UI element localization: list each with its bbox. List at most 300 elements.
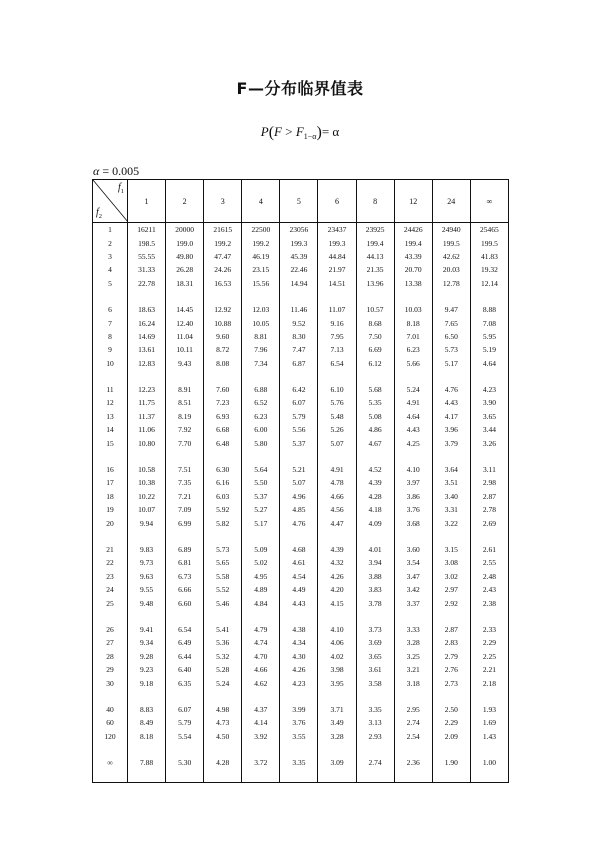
table-cell: 2.97 [432, 583, 470, 596]
row-label-f2: 19 [106, 505, 114, 515]
table-row [93, 410, 509, 423]
spacer-cell [318, 370, 356, 383]
table-cell: 14.69 [128, 330, 166, 343]
row-label-f2: 13 [106, 411, 114, 421]
table-cell: 44.84 [318, 250, 356, 263]
table-cell: 3.65 [356, 650, 394, 663]
table-cell: 18.63 [128, 303, 166, 316]
table-cell: 5.79 [166, 716, 204, 729]
table-cell: 6.44 [166, 650, 204, 663]
row-label-f2: 3 [108, 251, 112, 261]
table-row [93, 236, 509, 249]
table-cell: 8.51 [166, 396, 204, 409]
table-cell: 5.76 [318, 396, 356, 409]
table-cell: 199.2 [204, 236, 242, 249]
table-cell: 12.92 [204, 303, 242, 316]
spacer-cell [432, 450, 470, 463]
spacer-cell [356, 290, 394, 303]
table-cell: 6.23 [242, 410, 280, 423]
table-cell: 4.68 [280, 543, 318, 556]
table-cell: 2.21 [470, 663, 508, 676]
table-cell: 3.83 [356, 583, 394, 596]
table-cell: 5.36 [204, 636, 242, 649]
table-cell: 5.02 [242, 556, 280, 569]
table-cell: 3.22 [432, 516, 470, 529]
table-cell: 4.64 [470, 357, 508, 370]
table-cell: 7.88 [128, 756, 166, 769]
spacer-cell [166, 690, 204, 703]
table-cell: 5.56 [280, 423, 318, 436]
table-cell: 3.61 [356, 663, 394, 676]
table-cell: 2.83 [432, 636, 470, 649]
table-cell: 4.91 [394, 396, 432, 409]
column-header: 5 [280, 180, 318, 223]
table-cell: 4.85 [280, 503, 318, 516]
spacer-cell [356, 450, 394, 463]
row-label-f2: 6 [108, 305, 112, 315]
formula-p: P [260, 124, 269, 139]
table-cell: 4.01 [356, 543, 394, 556]
table-cell: 6.49 [166, 636, 204, 649]
spacer-cell [128, 530, 166, 543]
spacer-cell [204, 450, 242, 463]
table-cell: 4.10 [394, 463, 432, 476]
table-cell: 5.64 [242, 463, 280, 476]
table-cell: 4.66 [318, 490, 356, 503]
table-cell: 3.28 [318, 730, 356, 743]
table-cell: 7.96 [242, 343, 280, 356]
table-cell: 9.23 [128, 663, 166, 676]
table-cell: 7.13 [318, 343, 356, 356]
table-cell: 6.35 [166, 676, 204, 689]
row-label-f2: 2 [108, 238, 112, 248]
table-cell: 3.65 [470, 410, 508, 423]
table-cell: 24426 [394, 223, 432, 237]
table-cell: 2.25 [470, 650, 508, 663]
formula-equals-alpha: = α [321, 124, 340, 139]
table-cell: 4.50 [204, 730, 242, 743]
table-cell: 4.18 [356, 503, 394, 516]
table-cell: 199.2 [242, 236, 280, 249]
table-cell: 3.42 [394, 583, 432, 596]
spacer-cell [93, 530, 128, 543]
table-cell: 2.48 [470, 570, 508, 583]
spacer-cell [242, 370, 280, 383]
table-cell: 3.09 [318, 756, 356, 769]
table-cell: 5.95 [470, 330, 508, 343]
table-cell: 5.46 [204, 596, 242, 609]
table-cell: 3.68 [394, 516, 432, 529]
table-cell: 4.30 [280, 650, 318, 663]
spacer-cell [128, 610, 166, 623]
table-cell: 4.79 [242, 623, 280, 636]
spacer-cell [356, 690, 394, 703]
table-cell: 3.33 [394, 623, 432, 636]
table-cell: 6.52 [242, 396, 280, 409]
column-header: 1 [128, 180, 166, 223]
table-cell: 5.54 [166, 730, 204, 743]
table-cell: 3.13 [356, 716, 394, 729]
table-cell: 3.15 [432, 543, 470, 556]
table-cell: 5.19 [470, 343, 508, 356]
table-cell: 1.00 [470, 756, 508, 769]
table-cell: 8.49 [128, 716, 166, 729]
table-cell: 7.60 [204, 383, 242, 396]
spacer-cell [356, 370, 394, 383]
spacer-cell [280, 743, 318, 756]
table-cell: 5.09 [242, 543, 280, 556]
table-cell: 5.35 [356, 396, 394, 409]
spacer-cell [394, 530, 432, 543]
table-cell: 2.92 [432, 596, 470, 609]
table-cell: 14.94 [280, 277, 318, 290]
table-cell: 12.14 [470, 277, 508, 290]
table-row [93, 650, 509, 663]
spacer-cell [318, 290, 356, 303]
table-cell: 4.89 [242, 583, 280, 596]
spacer-cell [280, 610, 318, 623]
table-cell: 10.22 [128, 490, 166, 503]
spacer-cell [166, 450, 204, 463]
alpha-label [93, 164, 139, 179]
table-cell: 4.70 [242, 650, 280, 663]
table-cell: 6.66 [166, 583, 204, 596]
table-cell: 2.61 [470, 543, 508, 556]
table-cell: 9.94 [128, 516, 166, 529]
spacer-cell [318, 610, 356, 623]
table-cell: 2.76 [432, 663, 470, 676]
spacer-cell [432, 370, 470, 383]
table-cell: 5.17 [432, 357, 470, 370]
table-cell: 9.63 [128, 570, 166, 583]
row-label-f2: 40 [106, 704, 114, 714]
row-label-f2: 27 [106, 638, 114, 648]
table-cell: 2.79 [432, 650, 470, 663]
table-cell: 10.57 [356, 303, 394, 316]
table-row [93, 756, 509, 769]
table-cell: 4.52 [356, 463, 394, 476]
header-corner [93, 180, 128, 223]
table-cell: 22.46 [280, 263, 318, 276]
row-spacer [93, 610, 509, 623]
table-cell: 43.39 [394, 250, 432, 263]
table-cell: 7.51 [166, 463, 204, 476]
table-cell: 5.07 [280, 476, 318, 489]
formula-f: F [274, 124, 282, 139]
f-distribution-table [92, 179, 509, 783]
table-cell: 8.18 [128, 730, 166, 743]
table-cell: 9.48 [128, 596, 166, 609]
table-cell: 21615 [204, 223, 242, 237]
table-cell: 5.65 [204, 556, 242, 569]
table-cell: 6.50 [432, 330, 470, 343]
table-cell: 19.32 [470, 263, 508, 276]
table-cell: 4.91 [318, 463, 356, 476]
table-cell: 3.51 [432, 476, 470, 489]
table-cell: 8.91 [166, 383, 204, 396]
table-cell: 3.28 [394, 636, 432, 649]
table-cell: 2.95 [394, 703, 432, 716]
table-cell: 2.18 [470, 676, 508, 689]
table-cell: 7.47 [280, 343, 318, 356]
table-cell: 11.46 [280, 303, 318, 316]
table-cell: 6.99 [166, 516, 204, 529]
spacer-cell [432, 769, 470, 783]
table-cell: 7.70 [166, 436, 204, 449]
table-cell: 7.08 [470, 316, 508, 329]
table-cell: 3.26 [470, 436, 508, 449]
spacer-cell [394, 743, 432, 756]
table-cell: 25465 [470, 223, 508, 237]
table-cell: 13.96 [356, 277, 394, 290]
row-label-f2: 22 [106, 558, 114, 568]
table-cell: 31.33 [128, 263, 166, 276]
spacer-cell [318, 690, 356, 703]
table-cell: 6.68 [204, 423, 242, 436]
spacer-cell [280, 769, 318, 783]
spacer-cell [242, 450, 280, 463]
column-header: 24 [432, 180, 470, 223]
table-cell: 5.24 [394, 383, 432, 396]
table-cell: 13.38 [394, 277, 432, 290]
table-cell: 4.66 [242, 663, 280, 676]
table-cell: 4.76 [432, 383, 470, 396]
row-label-f2: 25 [106, 598, 114, 608]
table-row [93, 316, 509, 329]
spacer-cell [356, 530, 394, 543]
table-cell: 5.08 [356, 410, 394, 423]
table-cell: 3.88 [356, 570, 394, 583]
alpha-value: = 0.005 [102, 164, 140, 178]
column-header: 3 [204, 180, 242, 223]
row-spacer [93, 530, 509, 543]
table-cell: 14.45 [166, 303, 204, 316]
table-cell: 4.23 [470, 383, 508, 396]
table-cell: 4.32 [318, 556, 356, 569]
table-cell: 7.23 [204, 396, 242, 409]
table-row [93, 583, 509, 596]
row-label-f2: 11 [106, 385, 114, 395]
table-cell: 2.09 [432, 730, 470, 743]
table-cell: 4.09 [356, 516, 394, 529]
table-cell: 2.74 [356, 756, 394, 769]
spacer-cell [394, 370, 432, 383]
row-label-f2: 7 [108, 318, 112, 328]
spacer-cell [318, 769, 356, 783]
spacer-cell [242, 743, 280, 756]
table-cell: 3.69 [356, 636, 394, 649]
table-cell: 4.95 [242, 570, 280, 583]
table-cell: 9.52 [280, 316, 318, 329]
row-spacer [93, 290, 509, 303]
table-cell: 6.10 [318, 383, 356, 396]
spacer-cell [128, 743, 166, 756]
spacer-cell [432, 743, 470, 756]
table-cell: 47.47 [204, 250, 242, 263]
table-cell: 8.19 [166, 410, 204, 423]
table-row [93, 383, 509, 396]
table-cell: 3.11 [470, 463, 508, 476]
table-cell: 10.03 [394, 303, 432, 316]
table-cell: 2.55 [470, 556, 508, 569]
table-cell: 4.56 [318, 503, 356, 516]
table-cell: 4.26 [318, 570, 356, 583]
spacer-cell [204, 530, 242, 543]
table-row [93, 277, 509, 290]
table-cell: 9.34 [128, 636, 166, 649]
table-cell: 5.32 [204, 650, 242, 663]
spacer-cell [166, 610, 204, 623]
table-cell: 4.34 [280, 636, 318, 649]
table-cell: 5.66 [394, 357, 432, 370]
table-cell: 5.58 [204, 570, 242, 583]
table-cell: 4.26 [280, 663, 318, 676]
table-cell: 3.86 [394, 490, 432, 503]
table-cell: 4.20 [318, 583, 356, 596]
table-cell: 41.83 [470, 250, 508, 263]
table-cell: 6.81 [166, 556, 204, 569]
table-cell: 8.81 [242, 330, 280, 343]
row-label-f2: 24 [106, 585, 114, 595]
table-cell: 4.15 [318, 596, 356, 609]
alpha-symbol: α [93, 164, 100, 178]
row-label-f2: 23 [106, 571, 114, 581]
table-row [93, 556, 509, 569]
table-cell: 3.60 [394, 543, 432, 556]
table-cell: 5.26 [318, 423, 356, 436]
table-cell: 4.62 [242, 676, 280, 689]
row-label-f2: ∞ [107, 758, 113, 768]
spacer-cell [432, 610, 470, 623]
table-cell: 2.38 [470, 596, 508, 609]
table-cell: 8.30 [280, 330, 318, 343]
table-cell: 5.50 [242, 476, 280, 489]
table-cell: 5.82 [204, 516, 242, 529]
table-cell: 7.34 [242, 357, 280, 370]
table-cell: 5.30 [166, 756, 204, 769]
spacer-cell [128, 450, 166, 463]
table-cell: 10.38 [128, 476, 166, 489]
probability-formula: $P(F > F_{1-\alpha})= \alpha$ [260, 124, 340, 141]
spacer-cell [356, 769, 394, 783]
table-row [93, 396, 509, 409]
row-label-f2: 120 [104, 731, 116, 741]
table-cell: 3.02 [432, 570, 470, 583]
table-cell: 13.61 [128, 343, 166, 356]
table-cell: 3.76 [280, 716, 318, 729]
spacer-cell [166, 530, 204, 543]
table-cell: 11.07 [318, 303, 356, 316]
table-cell: 6.88 [242, 383, 280, 396]
table-cell: 3.78 [356, 596, 394, 609]
table-cell: 5.80 [242, 436, 280, 449]
table-row [93, 596, 509, 609]
row-label-f2: 30 [106, 678, 114, 688]
spacer-cell [166, 370, 204, 383]
table-cell: 2.87 [470, 490, 508, 503]
table-cell: 8.68 [356, 316, 394, 329]
table-cell: 10.05 [242, 316, 280, 329]
table-cell: 3.96 [432, 423, 470, 436]
table-cell: 21.97 [318, 263, 356, 276]
spacer-cell [470, 743, 508, 756]
table-cell: 4.39 [318, 543, 356, 556]
column-header: 8 [356, 180, 394, 223]
table-cell: 4.23 [280, 676, 318, 689]
column-header: 2 [166, 180, 204, 223]
table-cell: 9.55 [128, 583, 166, 596]
spacer-cell [93, 690, 128, 703]
table-cell: 2.54 [394, 730, 432, 743]
table-row [93, 623, 509, 636]
table-cell: 199.5 [470, 236, 508, 249]
spacer-cell [204, 743, 242, 756]
table-cell: 23925 [356, 223, 394, 237]
table-cell: 3.99 [280, 703, 318, 716]
table-row [93, 663, 509, 676]
table-cell: 6.03 [204, 490, 242, 503]
table-cell: 3.76 [394, 503, 432, 516]
spacer-cell [93, 290, 128, 303]
table-cell: 2.78 [470, 503, 508, 516]
table-cell: 20.70 [394, 263, 432, 276]
table-cell: 20.03 [432, 263, 470, 276]
table-cell: 9.18 [128, 676, 166, 689]
spacer-cell [242, 769, 280, 783]
table-cell: 4.25 [394, 436, 432, 449]
table-cell: 8.72 [204, 343, 242, 356]
table-cell: 4.64 [394, 410, 432, 423]
spacer-cell [166, 769, 204, 783]
table-cell: 10.07 [128, 503, 166, 516]
table-cell: 10.58 [128, 463, 166, 476]
table-cell: 24.26 [204, 263, 242, 276]
column-header: 12 [394, 180, 432, 223]
table-body [93, 223, 509, 783]
table-row [93, 543, 509, 556]
spacer-cell [204, 370, 242, 383]
table-cell: 5.27 [242, 503, 280, 516]
table-cell: 4.49 [280, 583, 318, 596]
table-cell: 199.4 [394, 236, 432, 249]
table-cell: 9.83 [128, 543, 166, 556]
table-cell: 3.72 [242, 756, 280, 769]
table-cell: 4.43 [280, 596, 318, 609]
table-cell: 7.92 [166, 423, 204, 436]
row-label-f2: 28 [106, 651, 114, 661]
row-spacer [93, 769, 509, 783]
table-cell: 1.90 [432, 756, 470, 769]
table-cell: 5.73 [204, 543, 242, 556]
table-cell: 4.84 [242, 596, 280, 609]
table-cell: 12.78 [432, 277, 470, 290]
f2-label: $f_2$ [96, 207, 103, 220]
table-row [93, 490, 509, 503]
table-cell: 9.16 [318, 316, 356, 329]
table-cell: 3.92 [242, 730, 280, 743]
spacer-cell [93, 610, 128, 623]
table-cell: 24940 [432, 223, 470, 237]
table-row [93, 730, 509, 743]
spacer-cell [242, 690, 280, 703]
table-row [93, 223, 509, 237]
table-cell: 2.36 [394, 756, 432, 769]
table-row [93, 250, 509, 263]
table-cell: 5.28 [204, 663, 242, 676]
table-cell: 14.51 [318, 277, 356, 290]
table-cell: 45.39 [280, 250, 318, 263]
table-cell: 5.24 [204, 676, 242, 689]
